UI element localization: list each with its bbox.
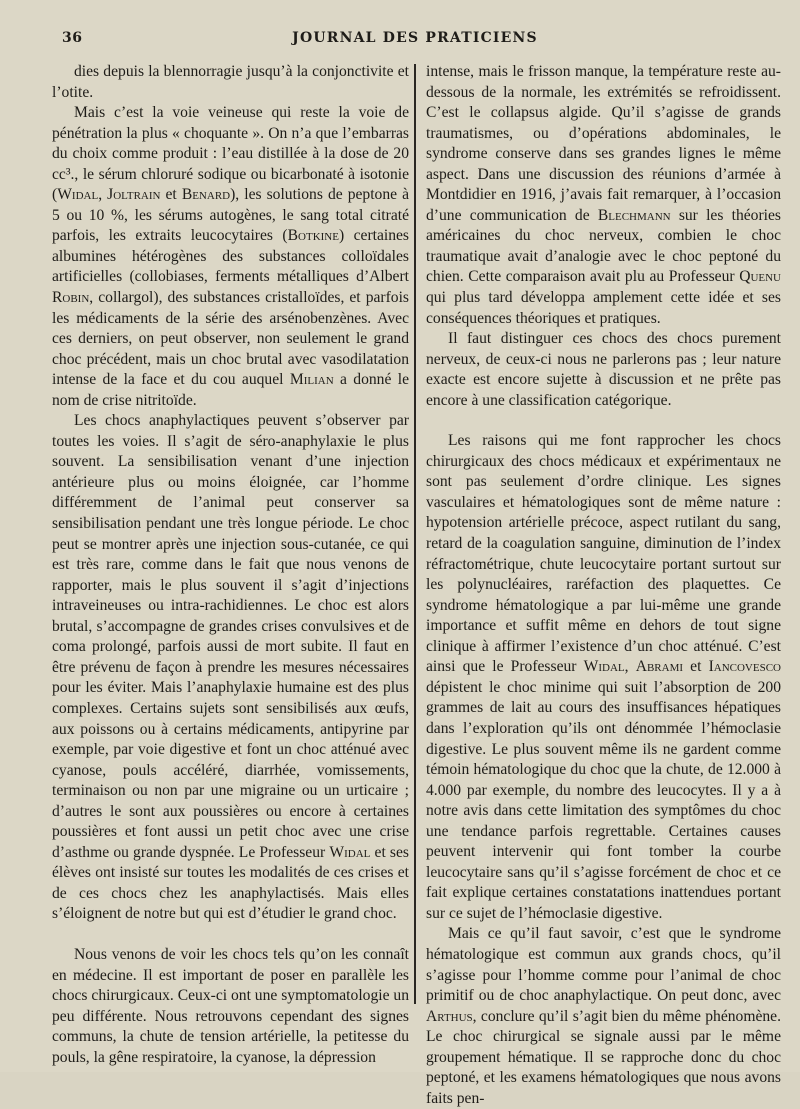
- text-run: ) certaines albumines hétérogènes des substances colloïdales artificielles (collobiases, ferments métalliques d’Albert: [52, 227, 410, 286]
- text-run: Les chocs anaphylactiques peuvent s’observer par toutes les voies. Il s’agit de séro-anaphylaxie le plus souvent. La sensibilisation venant d’une injection antérieure plus ou moins éloignée, car l’homme différemment de l’animal peut conserver sa sensibilisation pendant une très longue période. Le choc peut se montrer après une injection sous-cutanée, ce qui est très rare, comme dans le fait que nous venons de rapporter, mais le plus souvent il s’agit d’injections intraveineuses ou intra-rachidiennes. Le choc est alors brutal, s’accompagne de grandes crises convulsives et de coma prolongé, parfois aussi de mort subite. Il faut en être prévenu de façon à prendre les mesures nécessaires pour les éviter. Mais l’anaphylaxie humaine est des plus complexes. Certains sujets sont sensibilisés aux œufs, aux poissons ou à certains médicaments, antipyrine par exemple, par voie digestive et font un choc atténué avec cyanose, pouls accéléré, diarrhée, vomissements, terminaison ou non par une migraine ou un urticaire ; d’autres le sont aux poussières ou encore à certaines poussières et font aussi un petit choc avec une crise d’asthme ou grande dyspnée. Le Professeur: [52, 412, 409, 861]
- author-name: Robin: [52, 289, 90, 307]
- text-run: sur les théories américaines du choc nerveux, combien le choc traumatique avait d’analogie avec le choc peptoné du chien. Cette comparaison avait plu au Professeur: [426, 206, 781, 286]
- text-run: Mais c’est la voie veineuse qui reste la voie de pénétration la plus « choquante ». On n’a que l’embarras du choix comme produit : l’eau distillée à la dose de 20 cc³., le sérum chloruré sodique ou bicarbonaté à isotonie (: [52, 104, 409, 204]
- paragraph: [426, 62, 781, 329]
- text-run: , collargol), des substances cristalloïdes, et parfois les médicaments de la série des arsénobenzènes. Avec ces derniers, on peut observer, non seulement le grand choc précédent, mais un choc brutal avec vasodilatation intense de la face et du cou auquel: [52, 289, 409, 389]
- page-number: 36: [62, 30, 83, 46]
- text-run: et: [683, 658, 709, 676]
- text-run: , conclure qu’il s’agit bien du même phénomène. Le choc chirurgical se signale aussi par le même groupement hématique. Il se rapproche donc du choc peptoné, et les examens hématologiques que nous avons faits pen-: [426, 1007, 781, 1107]
- text-run: Les raisons qui me font rapprocher les chocs chirurgicaux des chocs médicaux et expérimentaux ne sont pas seulement d’ordre clinique. Les signes vasculaires et hématologiques sont de même nature : hypotension artérielle précoce, aspect rutilant du sang, retard de la coagulation sanguine, diminution de l’index réfractométrique, chute leucocytaire portant surtout sur les polynucléaires, raréfaction des plaquettes. Ce syndrome hématologique a par lui-même une grande importance et suffit même en dehors de tout signe clinique à affirmer l’existence d’un choc atténué. C’est ainsi que le Professeur: [426, 432, 781, 676]
- text-run: intense, mais le frisson manque, la température reste au-dessous de la normale, les extrémités se refroidissent. C’est le collapsus algide. Qu’il s’agisse de grands traumatismes, ou d’opérations abdominales, le syndrome conserve dans ses grandes lignes le même aspect. Dans une discussion des réunions d’armée à Montdidier en 1916, j’avais fait remarquer, à l’occasion d’une communication de: [426, 63, 781, 224]
- author-name: Iancovesco: [708, 658, 781, 676]
- paragraph: Nous venons de voir les chocs tels qu’on les connaît en médecine. Il est important de poser en parallèle les chocs chirurgicaux. Ceux-ci ont une symptomatologie un peu différente. Nous retrouvons cependant des signes communs, la chute de tension artérielle, la petitesse du pouls, la gêne respiratoire, la cyanose, la dépression: [52, 945, 409, 1066]
- author-name: Botkine: [287, 227, 339, 245]
- author-name: Joltrain: [107, 186, 161, 204]
- text-run: et ses élèves ont insisté sur toutes les modalités de ces crises et de ces chocs chez les anaphylactisés. Mais elles s’éloignent de notre but qui est d’étudier le grand choc.: [52, 843, 409, 923]
- paragraph: [426, 431, 781, 924]
- author-name: Widal: [329, 843, 371, 861]
- author-name: Abrami: [635, 658, 684, 676]
- author-name: Quenu: [739, 268, 781, 286]
- author-name: Blechmann: [597, 206, 671, 224]
- running-title: JOURNAL DES PRATICIENS: [292, 30, 538, 46]
- text-run: dépistent le choc minime qui suit l’absorption de 200 grammes de lait au cours des insuffisances hépatiques dans l’exploration qu’ils ont dénommée l’hémoclasie digestive. Le plus souvent même ils ne gardent comme témoin hématologique du choc que la chute, de 12.000 à 4.000 par exemple, du nombre des leucocytes. Il y a à notre avis dans cette limitation des symptômes du choc une tendance parfois regrettable. Certaines causes peuvent intervenir qui font tomber la courbe leucocytaire sans qu’il s’agisse forcément de choc et ce fait explique certaines constatations inattendues portant sur ce sujet de l’hémoclasie digestive.: [426, 678, 781, 922]
- page-header: [50, 30, 780, 52]
- right-column: [426, 62, 781, 1109]
- text-run: ,: [624, 658, 636, 676]
- text-run: qui plus tard développa amplement cette idée et ses conséquences théoriques et pratiques.: [426, 289, 781, 327]
- left-column: [52, 62, 409, 1068]
- author-name: Widal: [57, 186, 99, 204]
- text-run: ), les solutions de peptone à 5 ou 10 %, les sérums autogènes, le sang total citraté parfois, les extraits leucocytaires (: [52, 186, 410, 245]
- paragraph: [52, 103, 409, 411]
- paragraph: [52, 411, 409, 925]
- author-name: Milian: [289, 371, 334, 389]
- author-name: Benard: [181, 186, 231, 204]
- text-run: a donné le nom de crise nitritoïde.: [52, 371, 409, 409]
- paragraph: [426, 924, 781, 1109]
- paragraph: dies depuis la blennorragie jusqu’à la conjonctivite et l’otite.: [52, 63, 409, 101]
- author-name: Arthus: [426, 1007, 473, 1025]
- author-name: Widal: [583, 658, 625, 676]
- text-run: et: [160, 186, 182, 204]
- text-run: Mais ce qu’il faut savoir, c’est que le syndrome hématologique est commun aux grands chocs, qu’il s’agisse pour l’homme comme pour l’animal de choc primitif ou de choc anaphylactique. On peut donc, avec: [426, 925, 781, 1005]
- text-run: ,: [98, 186, 108, 204]
- column-divider: [414, 64, 416, 1004]
- paragraph: Il faut distinguer ces chocs des chocs purement nerveux, de ceux-ci nous ne parlerons pas ; leur nature exacte est encore sujette à discussion et ne prête pas encore à une classification catégorique.: [426, 330, 781, 409]
